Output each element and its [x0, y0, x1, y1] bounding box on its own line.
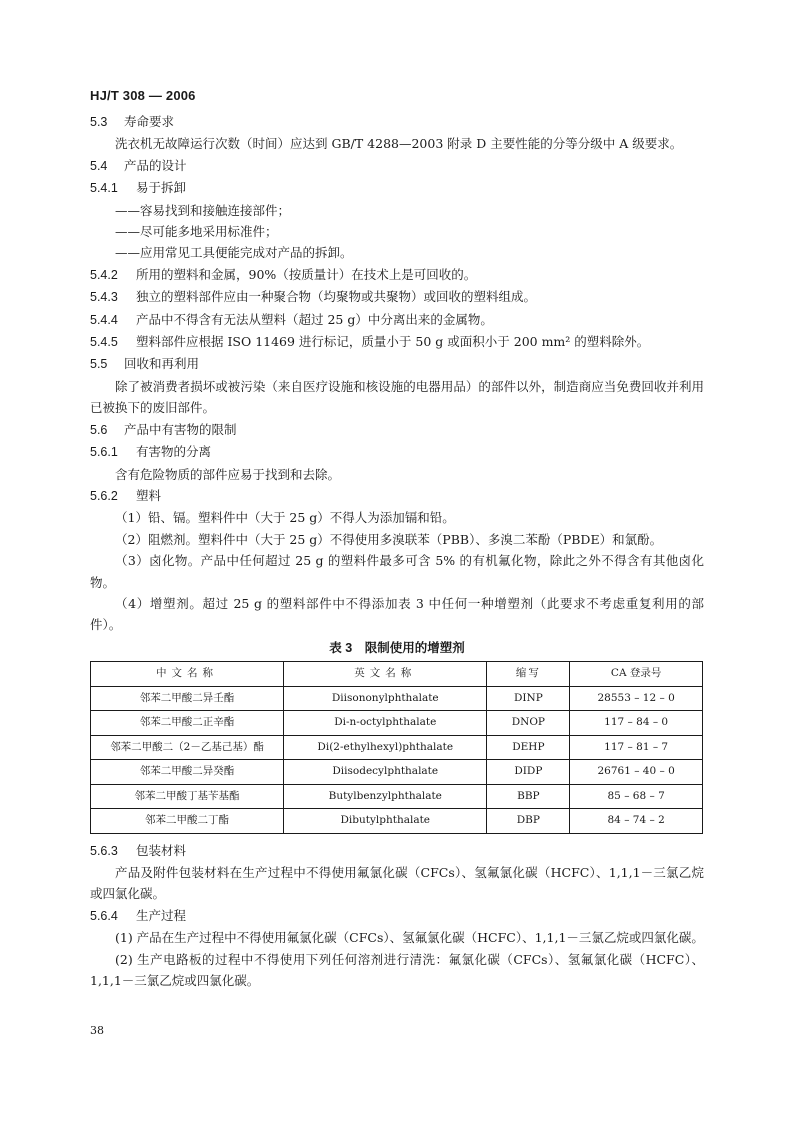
table-row	[91, 784, 703, 809]
table-row	[91, 686, 703, 711]
list-item: （3）卤化物。产品中任何超过 25 g 的塑料件最多可含 5% 的有机氟化物，除此之外不得含有其他卤化物。	[90, 553, 704, 590]
section-heading-5-6-3: 5.6.3 包装材料	[90, 842, 187, 858]
table-cell: Diisononylphthalate	[284, 686, 487, 711]
table-cell: 邻苯二甲酸二异壬酯	[91, 686, 284, 711]
table-cell: Di(2-ethylhexyl)phthalate	[284, 735, 487, 760]
list-item: ——应用常见工具便能完成对产品的拆卸。	[115, 245, 353, 261]
section-heading-5-6-1: 5.6.1 有害物的分离	[90, 444, 212, 460]
list-item: ——尽可能多地采用标准件；	[115, 224, 278, 240]
table-cell: DEHP	[487, 735, 570, 760]
list-item: (2) 生产电路板的过程中不得使用下列任何溶剂进行清洗：氟氯化碳（CFCs）、氢氟氯化碳（HCFC）、1,1,1－三氯乙烷或四氯化碳。	[90, 951, 704, 989]
table-cell: DINP	[487, 686, 570, 711]
table-cell: 117 – 81 – 7	[570, 735, 703, 760]
table-cell: Dibutylphthalate	[284, 809, 487, 834]
section-text-5-6-3: 产品及附件包装材料在生产过程中不得使用氟氯化碳（CFCs）、氢氟氯化碳（HCFC）、1,1,1－三氯乙烷或四氯化碳。	[90, 865, 704, 902]
table-cell: 邻苯二甲酸二（2－乙基己基）酯	[91, 735, 284, 760]
standard-header: HJ/T 308 — 2006	[90, 88, 196, 103]
table-caption: 表 3 限制使用的增塑剂	[329, 640, 465, 655]
section-heading-5-4: 5.4 产品的设计	[90, 157, 187, 173]
section-heading-5-5: 5.5 回收和再利用	[90, 356, 200, 372]
clause-5-4-4: 5.4.4 产品中不得含有无法从塑料（超过 25 g）中分离出来的金属物。	[90, 311, 493, 327]
table-cell: 117 – 84 – 0	[570, 711, 703, 736]
table-cell: 邻苯二甲酸二异癸酯	[91, 760, 284, 785]
list-item: ——容易找到和接触连接部件；	[115, 202, 291, 218]
table-cell: Butylbenzylphthalate	[284, 784, 487, 809]
page-body	[90, 111, 704, 992]
clause-5-4-3: 5.4.3 独立的塑料部件应由一种聚合物（均聚物或共聚物）或回收的塑料组成。	[90, 289, 537, 305]
table-cell: 84 – 74 – 2	[570, 809, 703, 834]
table-cell: 28553 – 12 – 0	[570, 686, 703, 711]
column-header: 英文名称	[284, 662, 487, 687]
list-item: （1）铅、镉。塑料件中（大于 25 g）不得人为添加镉和铅。	[115, 510, 455, 526]
section-heading-5-6-2: 5.6.2 塑料	[90, 487, 162, 503]
table-row	[91, 760, 703, 785]
table-row	[91, 711, 703, 736]
table-cell: Diisodecylphthalate	[284, 760, 487, 785]
section-text-5-3: 洗衣机无故障运行次数（时间）应达到 GB/T 4288—2003 附录 D 主要性能的分等分级中 A 级要求。	[115, 136, 683, 152]
section-heading-5-3: 5.3 寿命要求	[90, 114, 175, 129]
plasticizer-table	[90, 661, 703, 834]
list-item: (1) 产品在生产过程中不得使用氟氯化碳（CFCs）、氢氟氯化碳（HCFC）、1,1,1－三氯乙烷或四氯化碳。	[115, 930, 704, 946]
column-header: 缩写	[487, 662, 570, 687]
table-cell: DIDP	[487, 760, 570, 785]
section-heading-5-6-4: 5.6.4 生产过程	[90, 907, 187, 923]
table-cell: DNOP	[487, 711, 570, 736]
section-text-5-6-1: 含有危险物质的部件应易于找到和去除。	[115, 466, 341, 482]
column-header: CA 登录号	[570, 662, 703, 687]
list-item: （2）阻燃剂。塑料件中（大于 25 g）不得使用多溴联苯（PBB）、多溴二苯酚（PBDE）和氯酚。	[115, 531, 663, 547]
table-row	[91, 809, 703, 834]
table-cell: 26761 – 40 – 0	[570, 760, 703, 785]
table-cell: BBP	[487, 784, 570, 809]
section-text-5-5: 除了被消费者损坏或被污染（来自医疗设施和核设施的电器用品）的部件以外，制造商应当免费回收并利用已被换下的废旧部件。	[90, 378, 704, 416]
section-heading-5-6: 5.6 产品中有害物的限制	[90, 421, 237, 437]
clause-5-4-5: 5.4.5 塑料部件应根据 ISO 11469 进行标记，质量小于 50 g 或面积小于 200 mm² 的塑料除外。	[90, 334, 650, 350]
table-cell: 85 – 68 – 7	[570, 784, 703, 809]
page-number: 38	[90, 1024, 104, 1037]
table-header-row	[91, 662, 703, 687]
table-cell: Di-n-octylphthalate	[284, 711, 487, 736]
list-item: （4）增塑剂。超过 25 g 的塑料部件中不得添加表 3 中任何一种增塑剂（此要求不考虑重复利用的部件）。	[90, 595, 704, 633]
section-heading-5-4-1: 5.4.1 易于拆卸	[90, 180, 187, 196]
table-row	[91, 735, 703, 760]
table-cell: DBP	[487, 809, 570, 834]
table-cell: 邻苯二甲酸二正辛酯	[91, 711, 284, 736]
clause-5-4-2: 5.4.2 所用的塑料和金属，90%（按质量计）在技术上是可回收的。	[90, 266, 477, 282]
table-cell: 邻苯二甲酸二丁酯	[91, 809, 284, 834]
column-header: 中文名称	[91, 662, 284, 687]
table-cell: 邻苯二甲酸丁基苄基酯	[91, 784, 284, 809]
